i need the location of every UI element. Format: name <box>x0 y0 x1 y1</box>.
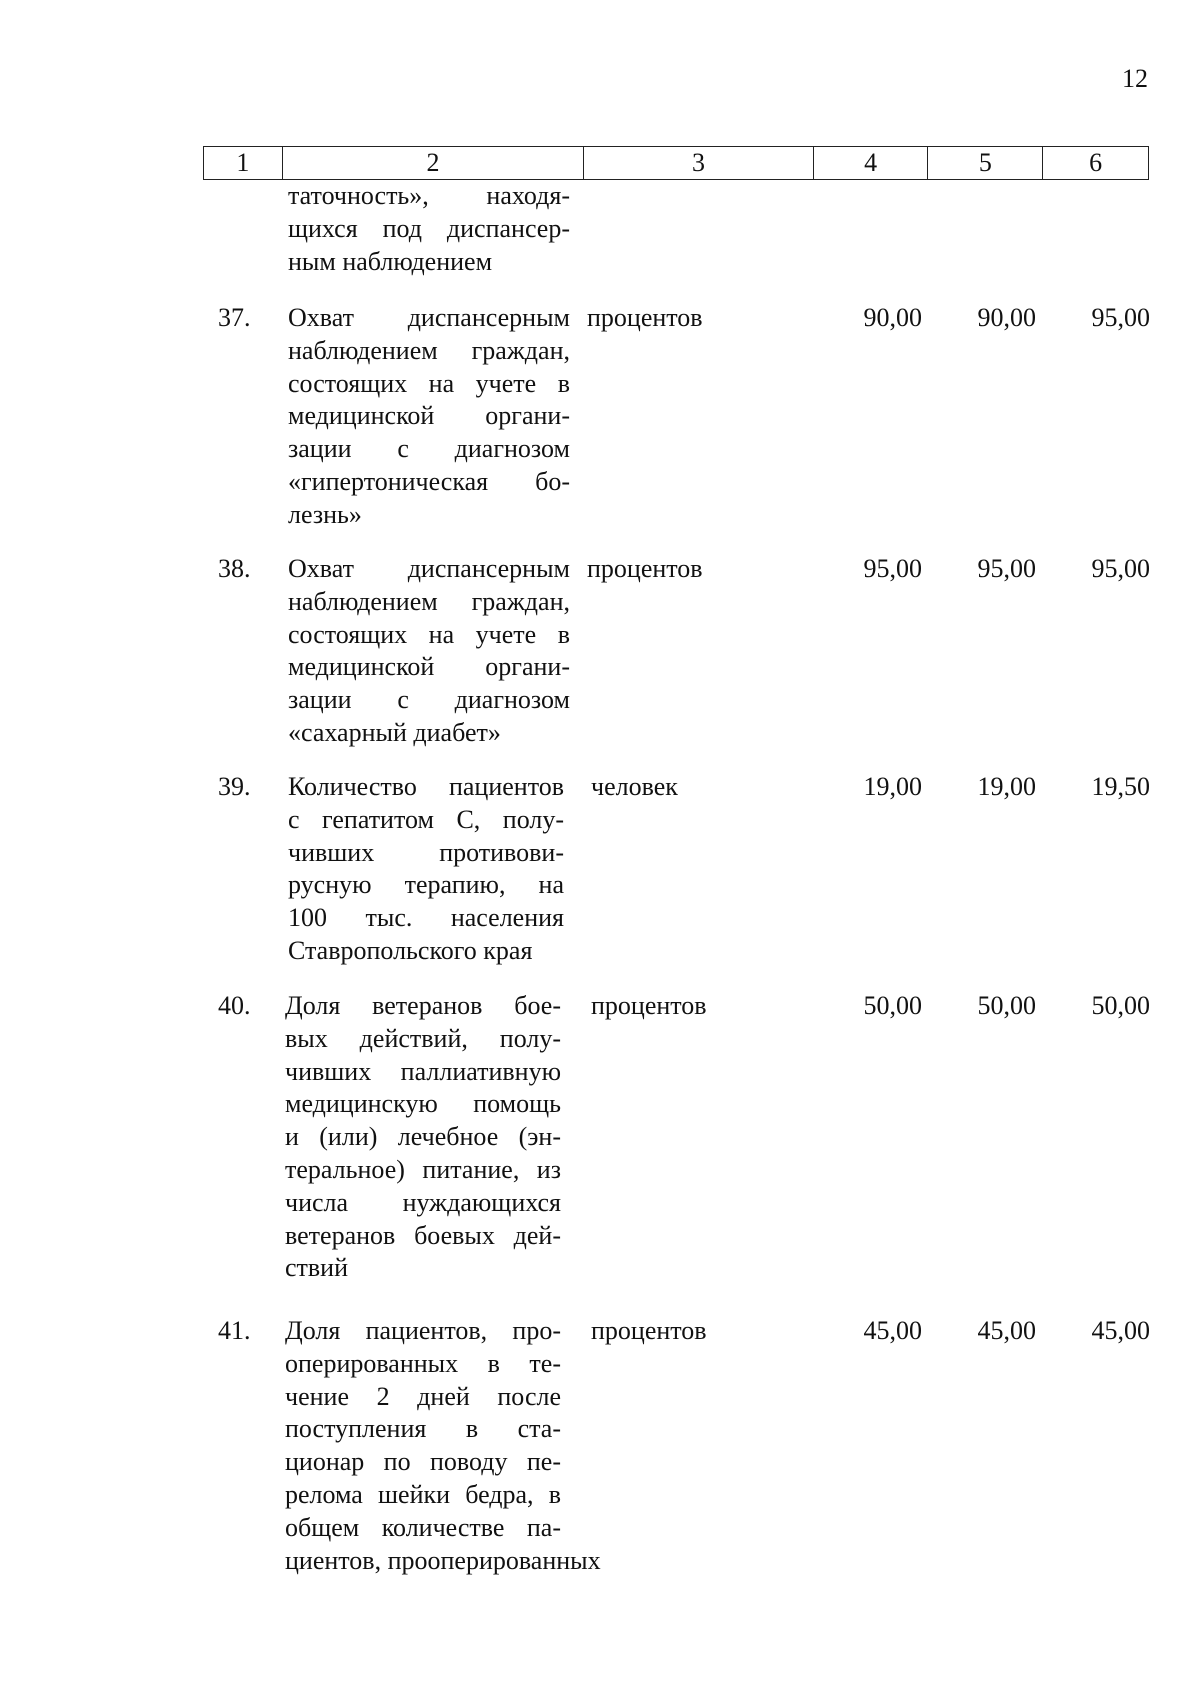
row-value-col6: 19,50 <box>1091 772 1150 801</box>
row-value-col5: 19,00 <box>977 772 1036 801</box>
description-line: ным наблюдением <box>288 246 493 276</box>
description-line: щихся под диспансер- <box>288 213 570 243</box>
row-number: 40. <box>218 991 251 1020</box>
description-line: чивших противови- <box>288 837 564 867</box>
description-line: медицинской органи- <box>288 652 570 682</box>
row-value-col6: 95,00 <box>1091 303 1150 332</box>
description-line: и (или) лечебное (эн- <box>285 1122 561 1152</box>
description-line: «сахарный диабет» <box>288 717 501 747</box>
row-value-col4: 50,00 <box>863 991 922 1020</box>
row-value-col5: 50,00 <box>977 991 1036 1020</box>
row-value-col4: 90,00 <box>863 303 922 332</box>
description-line: медицинскую помощь <box>285 1089 561 1119</box>
row-number: 39. <box>218 772 251 801</box>
description-line: таточность», находя- <box>288 181 570 210</box>
description-line: 100 тыс. населения <box>288 903 564 933</box>
header-cell-4: 4 <box>814 147 929 179</box>
description-line: чение 2 дней после <box>285 1381 561 1411</box>
header-cell-1: 1 <box>204 147 283 179</box>
description-line: чивших паллиативную <box>285 1056 561 1086</box>
description-line: медицинской органи- <box>288 401 570 431</box>
description-line: наблюдением граждан, <box>288 335 570 365</box>
description-line: наблюдением граждан, <box>288 586 570 616</box>
header-cell-6: 6 <box>1089 148 1103 177</box>
row-value-col5: 90,00 <box>977 303 1036 332</box>
row-unit: процентов <box>587 554 703 583</box>
description-line: релома шейки бедра, в <box>285 1479 561 1509</box>
description-line: зации с диагнозом <box>288 685 570 715</box>
row-unit: процентов <box>591 1316 707 1345</box>
header-cell-3: 3 <box>584 147 814 179</box>
description-line: Охват диспансерным <box>288 303 570 332</box>
row-value-col5: 95,00 <box>977 554 1036 583</box>
row-number: 37. <box>218 303 251 332</box>
description-line: ствий <box>285 1253 349 1283</box>
description-line: числа нуждающихся <box>285 1187 561 1217</box>
row-value-col4: 45,00 <box>863 1316 922 1345</box>
description-line: общем количестве па- <box>285 1512 561 1542</box>
row-unit: процентов <box>591 991 707 1020</box>
row-unit: человек <box>591 772 678 801</box>
description-line: Количество пациентов <box>288 772 564 801</box>
description-line: с гепатитом С, полу- <box>288 804 564 834</box>
description-line: Охват диспансерным <box>288 554 570 583</box>
description-line: теральное) питание, из <box>285 1154 561 1184</box>
page-number: 12 <box>1122 64 1148 93</box>
description-line: русную терапию, на <box>288 870 564 900</box>
description-line: ветеранов боевых дей- <box>285 1220 561 1250</box>
row-value-col6: 45,00 <box>1091 1316 1150 1345</box>
description-line: ционар по поводу пе- <box>285 1447 561 1477</box>
row-number: 38. <box>218 554 251 583</box>
description-line: поступления в ста- <box>285 1414 561 1444</box>
description-line: циентов, прооперированных <box>285 1545 601 1575</box>
description-line: лезнь» <box>288 499 362 529</box>
row-value-col4: 95,00 <box>863 554 922 583</box>
row-value-col4: 19,00 <box>863 772 922 801</box>
table-header-row <box>203 146 1149 180</box>
row-number: 41. <box>218 1316 251 1345</box>
row-description <box>285 1315 601 1577</box>
description-line: Ставропольского края <box>288 935 533 965</box>
description-line: состоящих на учете в <box>288 368 570 398</box>
row-description <box>288 771 564 968</box>
header-cell-5: 5 <box>928 147 1043 179</box>
description-line: вых действий, полу- <box>285 1023 561 1053</box>
row-value-col6: 50,00 <box>1091 991 1150 1020</box>
description-line: Доля ветеранов бое- <box>285 991 561 1020</box>
row-description <box>288 553 570 750</box>
description-line: зации с диагнозом <box>288 434 570 464</box>
description-line: «гипертоническая бо- <box>288 466 570 496</box>
row-description <box>288 302 570 532</box>
row-value-col6: 95,00 <box>1091 554 1150 583</box>
row-unit: процентов <box>587 303 703 332</box>
row-value-col5: 45,00 <box>977 1316 1036 1345</box>
continuation-description <box>288 180 570 278</box>
description-line: состоящих на учете в <box>288 619 570 649</box>
header-cell-2: 2 <box>283 147 584 179</box>
row-description <box>285 990 561 1285</box>
description-line: оперированных в те- <box>285 1348 561 1378</box>
description-line: Доля пациентов, про- <box>285 1316 561 1345</box>
